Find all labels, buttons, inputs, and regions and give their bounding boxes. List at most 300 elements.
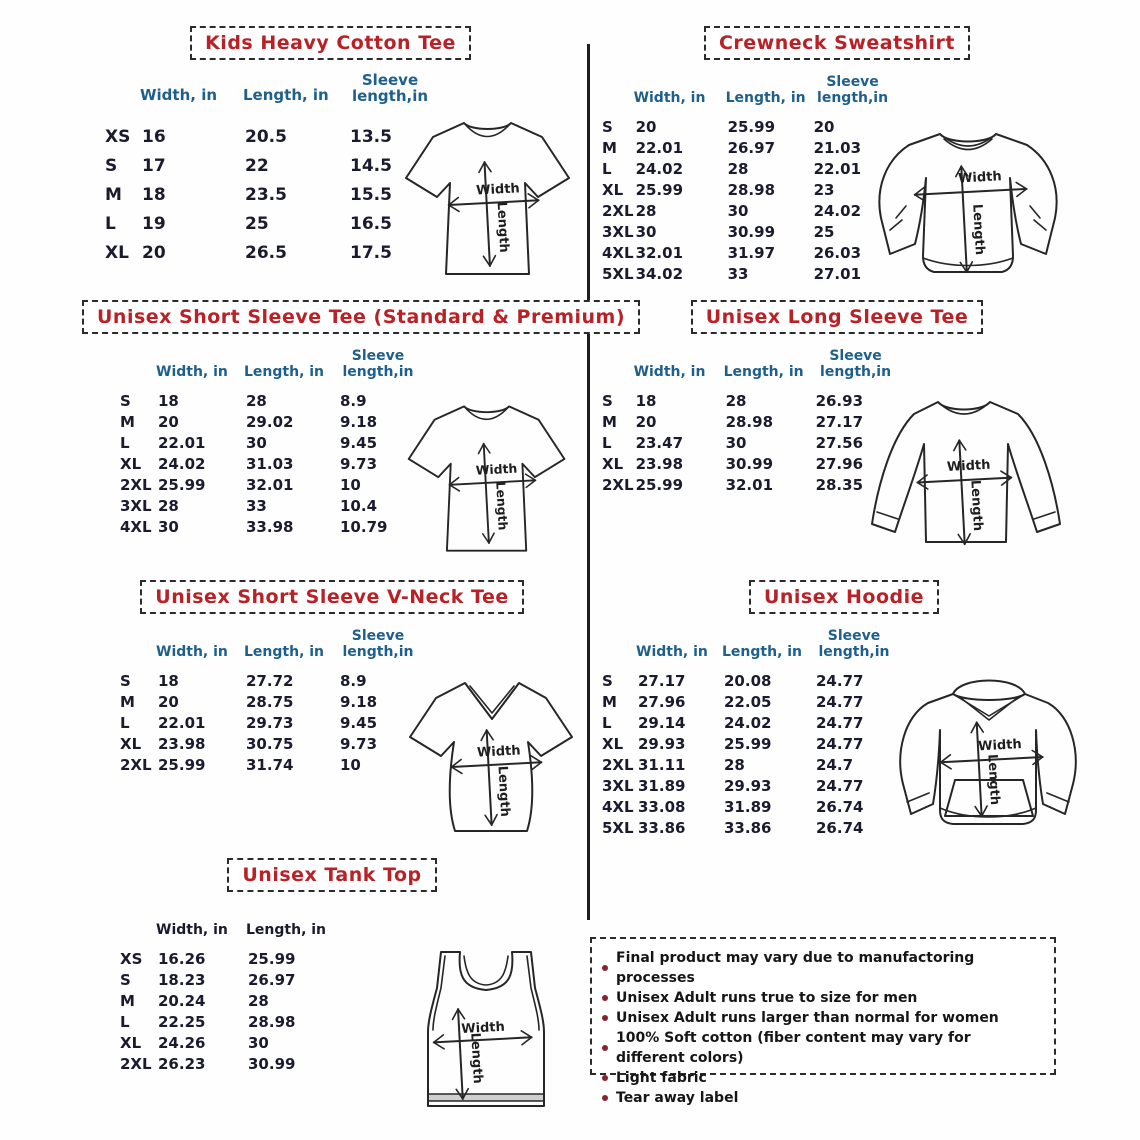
length-value: 20.5 [245, 126, 287, 147]
length-value: 23.5 [245, 184, 287, 205]
hoodie-diagram [883, 668, 1093, 854]
size-row [103, 151, 432, 180]
size-row [600, 116, 894, 137]
width-value: 20 [635, 412, 657, 431]
width-col-header: Width, in [156, 644, 228, 660]
size-row [600, 817, 894, 838]
width-value: 18 [158, 671, 179, 690]
sleeve-value: 24.7 [816, 755, 854, 774]
width-value: 25.99 [635, 180, 684, 199]
size-label: 3XL [602, 776, 634, 795]
size-label: M [602, 138, 617, 157]
note-item [602, 948, 1044, 988]
length-col-header: Length, in [243, 86, 329, 104]
length-value: 30 [727, 201, 749, 220]
size-label: L [105, 213, 116, 234]
sleeve-value: 26.93 [815, 391, 864, 410]
width-label: Width [475, 181, 521, 199]
size-label: 2XL [602, 755, 634, 774]
size-col-header [118, 626, 156, 670]
width-value: 19 [142, 213, 166, 234]
size-table [118, 346, 418, 537]
size-label: 2XL [120, 755, 152, 774]
header-row [118, 346, 418, 390]
width-value: 30 [635, 222, 657, 241]
size-label: XL [602, 454, 624, 473]
length-value: 28.98 [725, 412, 774, 431]
size-row [600, 137, 894, 158]
note-text: Unisex Adult runs true to size for men [616, 990, 918, 1006]
sleeve-value: 27.56 [815, 433, 864, 452]
size-label: L [602, 159, 612, 178]
width-value: 16 [142, 126, 166, 147]
sleeve-value: 24.77 [816, 734, 864, 753]
size-label: XL [602, 734, 624, 753]
size-label: M [120, 412, 135, 431]
sleeve-value: 17.5 [350, 242, 392, 263]
length-value: 26.97 [248, 970, 296, 989]
length-value: 28 [246, 391, 267, 410]
section-unisex-long-sleeve-tee [594, 300, 1080, 574]
length-value: 31.89 [724, 797, 772, 816]
size-col-header [600, 626, 636, 670]
sleeve-value: 20 [813, 117, 835, 136]
size-row [118, 1011, 356, 1032]
size-row [600, 754, 894, 775]
size-row [600, 263, 894, 284]
width-value: 16.26 [158, 949, 206, 968]
tshirt-diagram [396, 394, 580, 566]
sleeve-value: 10 [340, 475, 361, 494]
length-label: Length [493, 201, 512, 254]
size-row [118, 948, 356, 969]
size-row [118, 712, 418, 733]
length-value: 33 [727, 264, 749, 283]
section-title: Unisex Tank Top [227, 858, 436, 892]
note-item [602, 1028, 1044, 1068]
sleeve-value: 26.74 [816, 797, 864, 816]
width-label: Width [460, 1019, 506, 1037]
size-row [103, 122, 432, 151]
length-col-header: Length, in [725, 90, 806, 106]
size-label: M [105, 184, 122, 205]
sleeve-value: 22.01 [813, 159, 862, 178]
size-label: 2XL [602, 475, 634, 494]
width-value: 22.01 [158, 713, 206, 732]
sleeve-value: 9.73 [340, 454, 378, 473]
long-sleeve-tee-diagram [856, 392, 1078, 567]
section-title-box [78, 26, 583, 60]
size-label: 3XL [602, 222, 634, 241]
product-notes-box [590, 937, 1056, 1106]
length-col-header: Length, in [723, 364, 804, 380]
length-value: 20.08 [724, 671, 772, 690]
sleeve-value: 24.77 [816, 671, 864, 690]
size-label: M [602, 412, 617, 431]
width-value: 30 [158, 517, 179, 536]
width-value: 18.23 [158, 970, 206, 989]
size-row [600, 390, 898, 411]
bullet-icon [602, 1045, 608, 1051]
dimension-arrows [915, 438, 1014, 547]
sleeve-value: 27.17 [815, 412, 864, 431]
length-col-header: Length, in [722, 644, 803, 660]
width-label: Width [475, 460, 518, 478]
width-value: 27.96 [638, 692, 686, 711]
size-label: 2XL [120, 475, 152, 494]
width-value: 22.01 [158, 433, 206, 452]
size-row [118, 390, 418, 411]
length-value: 25.99 [724, 734, 772, 753]
section-title: Unisex Short Sleeve V-Neck Tee [140, 580, 523, 614]
section-unisex-hoodie [594, 580, 1094, 860]
length-value: 33.86 [724, 818, 772, 837]
sleeve-value: 28.35 [815, 475, 864, 494]
width-value: 27.17 [638, 671, 686, 690]
width-value: 28 [158, 496, 179, 515]
size-label: XS [105, 126, 131, 147]
size-table [103, 72, 432, 267]
width-label: Width [476, 743, 521, 761]
header-row [600, 346, 898, 390]
sleeve-value: 21.03 [813, 138, 862, 157]
length-value: 32.01 [246, 475, 294, 494]
sleeve-value: 24.77 [816, 692, 864, 711]
size-row [118, 754, 418, 775]
length-value: 28 [248, 991, 269, 1010]
size-row [103, 238, 432, 267]
sleeve-value: 25 [813, 222, 835, 241]
section-crewneck-sweatshirt [594, 26, 1080, 298]
size-row [600, 242, 894, 263]
size-row [118, 453, 418, 474]
sleeve-value: 26.74 [816, 818, 864, 837]
width-value: 31.89 [638, 776, 686, 795]
length-value: 28 [724, 755, 745, 774]
width-value: 24.02 [158, 454, 206, 473]
tank-top-diagram [420, 946, 552, 1124]
length-arrow [977, 722, 982, 816]
note-item [602, 1068, 1044, 1088]
width-col-header: Width, in [156, 364, 228, 380]
sleeve-value: 24.77 [816, 713, 864, 732]
length-label: Length [969, 203, 987, 256]
length-label: Length [967, 479, 986, 532]
size-row [118, 432, 418, 453]
section-title-box [82, 300, 626, 334]
sleeve-value: 8.9 [340, 671, 367, 690]
length-value: 32.01 [725, 475, 774, 494]
length-col-header: Length, in [244, 364, 325, 380]
section-title-box [82, 858, 582, 892]
header-row [600, 72, 894, 116]
header-row [103, 72, 432, 122]
sleeve-value: 23 [813, 180, 835, 199]
size-label: 4XL [602, 243, 634, 262]
sleeve-value: 16.5 [350, 213, 392, 234]
width-col-header: Width, in [156, 922, 228, 938]
size-row [103, 180, 432, 209]
section-unisex-short-sleeve-tee [82, 300, 626, 574]
width-value: 25.99 [635, 475, 684, 494]
sleeve-value: 27.96 [815, 454, 864, 473]
size-label: L [120, 713, 130, 732]
size-row [118, 733, 418, 754]
size-row [118, 516, 418, 537]
length-value: 28.98 [248, 1012, 296, 1031]
sleeve-value: 27.01 [813, 264, 862, 283]
sleeve-value: 10 [340, 755, 361, 774]
width-value: 28 [635, 201, 657, 220]
length-value: 30.99 [725, 454, 774, 473]
length-label: Length [493, 481, 511, 531]
size-label: XL [105, 242, 129, 263]
width-col-header: Width, in [140, 86, 218, 104]
size-row [118, 969, 356, 990]
length-value: 30.99 [248, 1054, 296, 1073]
sleeve-col-header: Sleeve length,in [818, 628, 890, 660]
width-value: 33.08 [638, 797, 686, 816]
header-row [118, 626, 418, 670]
length-value: 31.97 [727, 243, 776, 262]
length-value: 30.99 [727, 222, 776, 241]
size-label: 2XL [602, 201, 634, 220]
size-row [118, 990, 356, 1011]
length-value: 33 [246, 496, 267, 515]
size-label: S [105, 155, 118, 176]
size-row [600, 733, 894, 754]
sleeve-value: 9.45 [340, 713, 378, 732]
length-value: 25 [245, 213, 269, 234]
length-arrow [484, 162, 489, 266]
size-label: L [120, 433, 130, 452]
width-value: 26.23 [158, 1054, 206, 1073]
length-value: 26.5 [245, 242, 287, 263]
sweatshirt-diagram [860, 122, 1076, 297]
width-arrow [917, 478, 1011, 483]
sleeve-value: 8.9 [340, 391, 367, 410]
sleeve-value: 10.4 [340, 496, 378, 515]
sleeve-value: 24.02 [813, 201, 862, 220]
size-table [118, 904, 356, 1074]
section-title: Unisex Long Sleeve Tee [691, 300, 984, 334]
width-col-header: Width, in [633, 364, 706, 380]
size-row [118, 474, 418, 495]
size-label: 3XL [120, 496, 152, 515]
size-label: S [120, 970, 131, 989]
size-label: XL [120, 454, 142, 473]
size-row [103, 209, 432, 238]
size-label: M [602, 692, 617, 711]
size-col-header [118, 346, 156, 390]
size-label: L [602, 713, 612, 732]
note-text: Light fabric [616, 1070, 707, 1086]
width-col-header: Width, in [636, 644, 708, 660]
dimension-arrows [432, 1005, 535, 1100]
size-row [600, 691, 894, 712]
sleeve-col-header: Sleeve length,in [820, 348, 892, 380]
size-label: 4XL [120, 517, 152, 536]
size-label: S [602, 391, 613, 410]
bullet-icon [602, 1015, 608, 1021]
size-row [600, 179, 894, 200]
width-label: Width [946, 457, 991, 475]
width-value: 24.02 [635, 159, 684, 178]
tshirt-diagram [395, 110, 583, 290]
length-label: Length [494, 765, 513, 818]
width-label: Width [977, 737, 1023, 755]
size-row [118, 691, 418, 712]
size-row [118, 1053, 356, 1074]
column-divider-line [587, 44, 590, 920]
size-label: 5XL [602, 818, 634, 837]
width-value: 23.98 [635, 454, 684, 473]
section-unisex-v-neck-tee [82, 580, 582, 856]
width-col-header: Width, in [633, 90, 706, 106]
size-table [118, 626, 418, 775]
size-row [600, 200, 894, 221]
section-title: Unisex Short Sleeve Tee (Standard & Premium) [82, 300, 640, 334]
length-value: 30 [248, 1033, 269, 1052]
sleeve-value: 9.18 [340, 692, 378, 711]
length-label: Length [984, 753, 1003, 806]
size-label: M [120, 991, 135, 1010]
section-title-box [594, 26, 1080, 60]
size-label: 5XL [602, 264, 634, 283]
width-value: 18 [158, 391, 179, 410]
sleeve-value: 9.73 [340, 734, 378, 753]
size-row [118, 411, 418, 432]
width-value: 17 [142, 155, 166, 176]
size-col-header [118, 904, 156, 948]
width-value: 18 [142, 184, 166, 205]
width-value: 25.99 [158, 755, 206, 774]
width-value: 23.47 [635, 433, 684, 452]
size-col-header [600, 72, 634, 116]
notes-list [602, 948, 1044, 1108]
bullet-icon [602, 1075, 608, 1081]
sleeve-col-header: Sleeve length,in [342, 348, 414, 380]
size-label: XL [602, 180, 624, 199]
length-value: 30 [246, 433, 267, 452]
size-label: 2XL [120, 1054, 152, 1073]
length-col-header: Length, in [244, 644, 325, 660]
size-row [600, 796, 894, 817]
size-row [600, 158, 894, 179]
sleeve-col-header: Sleeve length,in [351, 71, 429, 105]
bullet-icon [602, 1095, 608, 1101]
width-value: 34.02 [635, 264, 684, 283]
sleeve-value: 15.5 [350, 184, 392, 205]
width-value: 32.01 [635, 243, 684, 262]
bullet-icon [602, 995, 608, 1001]
note-text: Unisex Adult runs larger than normal for women [616, 1010, 999, 1026]
width-value: 29.93 [638, 734, 686, 753]
width-value: 29.14 [638, 713, 686, 732]
v-neck-tee-diagram [400, 670, 580, 845]
width-value: 20 [158, 412, 179, 431]
sleeve-value: 9.18 [340, 412, 378, 431]
length-col-header: Length, in [246, 922, 327, 938]
length-value: 30 [725, 433, 747, 452]
header-row [118, 904, 356, 948]
size-row [600, 221, 894, 242]
size-row [118, 495, 418, 516]
length-value: 24.02 [724, 713, 772, 732]
sleeve-value: 13.5 [350, 126, 392, 147]
length-value: 33.98 [246, 517, 294, 536]
section-kids-heavy-cotton-tee [78, 26, 583, 296]
length-value: 27.72 [246, 671, 294, 690]
width-value: 22.01 [635, 138, 684, 157]
width-value: 20 [158, 692, 179, 711]
size-label: S [120, 391, 131, 410]
size-label: XL [120, 734, 142, 753]
size-row [600, 670, 894, 691]
section-title: Kids Heavy Cotton Tee [190, 26, 471, 60]
size-row [600, 474, 898, 495]
length-value: 28.75 [246, 692, 294, 711]
sleeve-col-header: Sleeve length,in [342, 628, 414, 660]
length-value: 29.93 [724, 776, 772, 795]
section-unisex-tank-top [82, 858, 582, 1134]
section-title-box [594, 300, 1080, 334]
width-value: 25.99 [158, 475, 206, 494]
size-table [600, 72, 894, 284]
length-value: 26.97 [727, 138, 776, 157]
width-value: 23.98 [158, 734, 206, 753]
size-row [118, 670, 418, 691]
note-item [602, 1088, 1044, 1108]
size-row [600, 712, 894, 733]
size-row [118, 1032, 356, 1053]
sleeve-value: 24.77 [816, 776, 864, 795]
length-value: 28 [727, 159, 749, 178]
note-text: Tear away label [616, 1090, 739, 1106]
sleeve-value: 10.79 [340, 517, 388, 536]
length-value: 22.05 [724, 692, 772, 711]
width-value: 24.26 [158, 1033, 206, 1052]
size-label: L [602, 433, 612, 452]
note-text: Final product may vary due to manufactoring processes [616, 950, 975, 986]
size-label: M [120, 692, 135, 711]
length-value: 30.75 [246, 734, 294, 753]
section-title: Crewneck Sweatshirt [704, 26, 970, 60]
sleeve-value: 14.5 [350, 155, 392, 176]
length-value: 25.99 [727, 117, 776, 136]
sleeve-col-header: Sleeve length,in [817, 74, 889, 106]
bullet-icon [602, 965, 608, 971]
length-arrow [959, 440, 964, 544]
length-value: 29.02 [246, 412, 294, 431]
size-col-header [103, 72, 140, 122]
section-title-box [594, 580, 1094, 614]
size-label: S [602, 671, 613, 690]
size-row [600, 775, 894, 796]
length-value: 28 [725, 391, 747, 410]
length-value: 31.03 [246, 454, 294, 473]
size-col-header [600, 346, 634, 390]
length-value: 28.98 [727, 180, 776, 199]
length-value: 25.99 [248, 949, 296, 968]
size-label: 4XL [602, 797, 634, 816]
size-table [600, 626, 894, 838]
width-value: 20 [635, 117, 657, 136]
size-label: L [120, 1012, 130, 1031]
width-value: 33.86 [638, 818, 686, 837]
width-value: 31.11 [638, 755, 686, 774]
length-value: 22 [245, 155, 269, 176]
